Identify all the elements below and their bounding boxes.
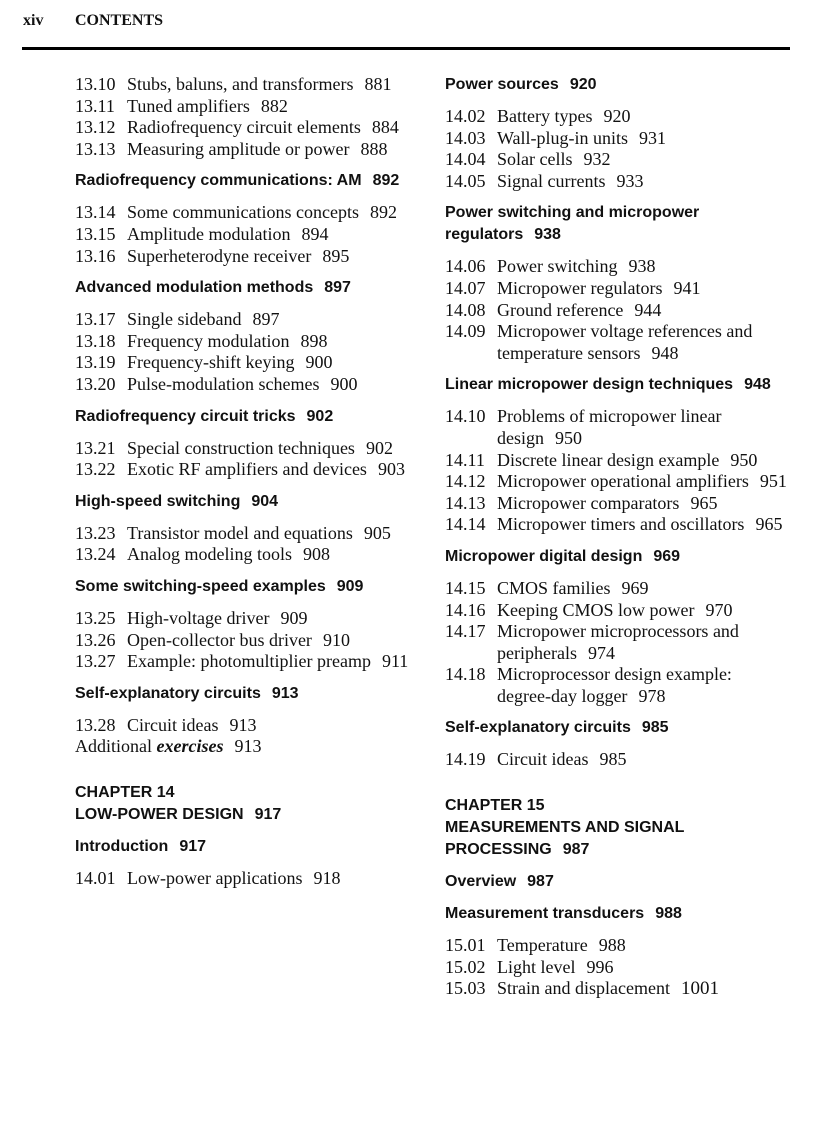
section-heading[interactable]: Linear micropower design techniques 948 [445,376,771,394]
toc-entry[interactable]: 13.18 Frequency modulation 898 [75,330,328,351]
toc-entry[interactable]: 14.19 Circuit ideas 985 [445,749,627,770]
section-heading[interactable]: Some switching-speed examples 909 [75,577,364,595]
toc-entry[interactable]: 14.12 Micropower operational amplifiers 951 [445,471,787,492]
toc-entry[interactable]: 14.03 Wall-plug-in units 931 [445,127,667,148]
toc-entry[interactable]: 13.13 Measuring amplitude or power 888 [75,138,388,159]
toc-entry[interactable]: 13.26 Open-collector bus driver 910 [75,629,350,650]
section-heading[interactable]: Micropower digital design 969 [445,547,681,565]
toc-entry[interactable]: 14.08 Ground reference 944 [445,299,662,320]
toc-entry[interactable]: 13.28 Circuit ideas 913 [75,714,257,735]
toc-entry[interactable]: 13.15 Amplitude modulation 894 [75,223,329,244]
section-heading[interactable]: Self-explanatory circuits 985 [445,719,669,737]
running-title: CONTENTS [75,12,164,29]
toc-entry[interactable]: 13.10 Stubs, baluns, and transformers 881 [75,74,392,94]
toc-entry[interactable]: 13.19 Frequency-shift keying 900 [75,352,333,373]
running-header [23,12,163,30]
section-heading[interactable]: Advanced modulation methods 897 [75,279,351,297]
folio: xiv [23,12,44,29]
header-rule [22,47,790,50]
toc-entry[interactable]: 14.02 Battery types 920 [445,106,631,126]
right-column [445,74,790,1000]
section-heading[interactable]: Self-explanatory circuits 913 [75,684,299,702]
section-heading[interactable]: Power switching and micropower regulators 938 [445,204,700,244]
toc-entry[interactable]: 14.10 Problems of micropower linear design 950 [445,406,722,448]
toc-entry[interactable]: 13.17 Single sideband 897 [75,309,280,330]
toc-entry[interactable]: 14.01 Low-power applications 918 [75,867,341,888]
toc-entry[interactable]: 14.14 Micropower timers and oscillators 965 [445,514,783,535]
section-heading[interactable]: High-speed switching 904 [75,492,279,510]
toc-entry[interactable]: 13.12 Radiofrequency circuit elements 884 [75,117,399,138]
toc-entry[interactable]: 13.14 Some communications concepts 892 [75,202,397,223]
toc-entry[interactable]: 13.16 Superheterodyne receiver 895 [75,245,350,266]
toc-entry[interactable]: 14.09 Micropower voltage references and temperature sensors 948 [445,321,753,363]
toc-entry[interactable]: 13.11 Tuned amplifiers 882 [75,95,288,116]
toc-entry[interactable]: 14.16 Keeping CMOS low power 970 [445,599,733,620]
toc-entry[interactable]: 13.25 High-voltage driver 909 [75,607,308,628]
toc-entry-exercises[interactable]: Additional exercises 913 [75,736,262,757]
toc-entry[interactable]: 14.07 Micropower regulators 941 [445,277,701,298]
toc-entry[interactable]: 13.21 Special construction techniques 902 [75,437,393,458]
toc-entry[interactable]: 14.13 Micropower comparators 965 [445,492,718,513]
toc-entry[interactable]: 15.01 Temperature 988 [445,935,626,956]
toc-entry[interactable]: 15.02 Light level 996 [445,956,614,977]
toc-entry[interactable]: 13.27 Example: photomultiplier preamp 911 [75,651,409,672]
toc-entry[interactable]: 14.06 Power switching 938 [445,256,656,277]
toc-entry[interactable]: 14.18 Microprocessor design example: degree-day logger 978 [445,664,732,706]
section-heading[interactable]: Power sources 920 [445,76,597,93]
section-heading[interactable]: Introduction 917 [75,837,207,855]
section-heading[interactable]: Radiofrequency circuit tricks 902 [75,407,334,425]
section-heading[interactable]: Radiofrequency communications: AM 892 [75,172,400,190]
toc-entry[interactable]: 14.17 Micropower microprocessors and peripherals 974 [445,621,739,663]
toc-entry[interactable]: 14.15 CMOS families 969 [445,577,649,598]
toc-entry[interactable]: 14.11 Discrete linear design example 950 [445,449,758,470]
section-heading[interactable]: Measurement transducers 988 [445,905,682,923]
toc-entry[interactable]: 13.22 Exotic RF amplifiers and devices 903 [75,459,405,480]
toc-entry[interactable]: 13.24 Analog modeling tools 908 [75,544,330,565]
toc-entry[interactable]: 14.04 Solar cells 932 [445,149,611,170]
toc-entry[interactable]: 15.03 Strain and displacement 1001 [445,978,719,1000]
toc-entry[interactable]: 14.05 Signal currents 933 [445,170,644,191]
chapter-heading[interactable]: CHAPTER 14 LOW-POWER DESIGN 917 [75,783,282,823]
chapter-heading[interactable]: CHAPTER 15 MEASUREMENTS AND SIGNAL PROCESSING 987 [445,797,685,859]
section-heading[interactable]: Overview 987 [445,873,554,891]
left-column [75,74,420,889]
toc-entry[interactable]: 13.23 Transistor model and equations 905 [75,522,391,543]
toc-entry[interactable]: 13.20 Pulse-modulation schemes 900 [75,373,358,394]
